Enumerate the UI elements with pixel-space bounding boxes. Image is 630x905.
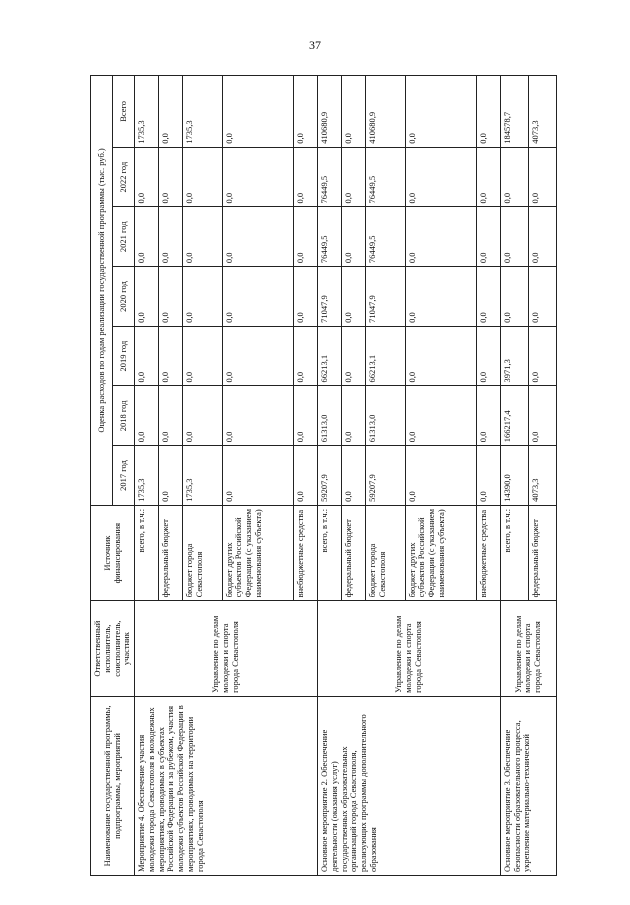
year-value: 76449,5 — [317, 147, 341, 207]
year-value: 0,0 — [476, 267, 500, 327]
funding-source: федеральный бюджет — [341, 505, 365, 601]
year-value: 0,0 — [476, 207, 500, 267]
year-value: 0,0 — [158, 207, 182, 267]
funding-source: бюджет других субъектов Российской Федерации (с указанием наименования субъекта) — [222, 505, 293, 601]
year-value: 76449,5 — [365, 207, 405, 267]
year-value: 0,0 — [341, 326, 365, 386]
year-value: 0,0 — [405, 147, 476, 207]
executor-name: Управление по делам молодежи и спорта города Севастополя — [135, 601, 318, 697]
header-name: Наименование государственной программы, подпрограммы, мероприятий — [91, 696, 135, 875]
total-value: 0,0 — [405, 76, 476, 148]
year-value: 61313,0 — [317, 386, 341, 446]
year-value: 0,0 — [182, 147, 222, 207]
year-value: 0,0 — [341, 446, 365, 506]
year-value: 0,0 — [405, 446, 476, 506]
table-row — [500, 76, 528, 876]
year-value: 59207,9 — [317, 446, 341, 506]
year-value: 0,0 — [294, 207, 318, 267]
year-value: 0,0 — [294, 326, 318, 386]
year-value: 0,0 — [500, 267, 528, 327]
activity-name: Основное мероприятие 2. Обеспечение деятельности (оказания услуг) государственных образовательных организаций города Севастополя, реализующих программы дополнительного образования — [317, 696, 500, 875]
year-value: 0,0 — [182, 386, 222, 446]
year-value: 0,0 — [135, 207, 159, 267]
year-value: 1735,3 — [182, 446, 222, 506]
year-value: 0,0 — [528, 147, 556, 207]
year-value: 0,0 — [500, 147, 528, 207]
year-value: 0,0 — [500, 207, 528, 267]
total-value: 0,0 — [158, 76, 182, 148]
year-value: 0,0 — [405, 267, 476, 327]
year-value: 0,0 — [294, 267, 318, 327]
year-value: 66213,1 — [317, 326, 341, 386]
year-value: 0,0 — [222, 147, 293, 207]
year-value: 1735,3 — [135, 446, 159, 506]
funding-source: федеральный бюджет — [528, 505, 556, 601]
year-value: 0,0 — [405, 326, 476, 386]
table-row — [135, 76, 159, 876]
total-value: 0,0 — [476, 76, 500, 148]
total-value: 0,0 — [294, 76, 318, 148]
header-year: 2017 год — [113, 446, 135, 506]
year-value: 166217,4 — [500, 386, 528, 446]
year-value: 76449,5 — [317, 207, 341, 267]
header-executor: Ответственный исполнитель, соисполнитель, участник — [91, 601, 135, 697]
year-value: 66213,1 — [365, 326, 405, 386]
year-value: 0,0 — [294, 147, 318, 207]
year-value: 0,0 — [158, 267, 182, 327]
header-total: Всего — [113, 76, 135, 148]
year-value: 0,0 — [528, 207, 556, 267]
year-value: 0,0 — [182, 207, 222, 267]
year-value: 0,0 — [222, 207, 293, 267]
year-value: 0,0 — [341, 386, 365, 446]
year-value: 0,0 — [405, 207, 476, 267]
budget-table — [90, 75, 557, 876]
year-value: 0,0 — [182, 326, 222, 386]
year-value: 0,0 — [135, 386, 159, 446]
year-value: 71047,9 — [365, 267, 405, 327]
funding-source: всего, в т.ч.: — [500, 505, 528, 601]
funding-source: всего, в т.ч.: — [317, 505, 341, 601]
year-value: 0,0 — [528, 386, 556, 446]
header-row-1 — [91, 76, 113, 876]
funding-source: федеральный бюджет — [158, 505, 182, 601]
year-value: 0,0 — [158, 446, 182, 506]
year-value: 0,0 — [528, 267, 556, 327]
total-value: 1735,3 — [182, 76, 222, 148]
funding-source: внебюджетные средства — [476, 505, 500, 601]
total-value: 410680,9 — [317, 76, 341, 148]
year-value: 59207,9 — [365, 446, 405, 506]
table-row — [317, 76, 341, 876]
year-value: 0,0 — [476, 326, 500, 386]
year-value: 0,0 — [528, 326, 556, 386]
total-value: 4073,3 — [528, 76, 556, 148]
header-year: 2021 год — [113, 207, 135, 267]
year-value: 0,0 — [158, 326, 182, 386]
table-body — [135, 76, 556, 876]
year-value: 0,0 — [476, 386, 500, 446]
total-value: 1735,3 — [135, 76, 159, 148]
year-value: 0,0 — [341, 207, 365, 267]
total-value: 410680,9 — [365, 76, 405, 148]
year-value: 0,0 — [158, 386, 182, 446]
year-value: 71047,9 — [317, 267, 341, 327]
year-value: 0,0 — [341, 267, 365, 327]
total-value: 0,0 — [341, 76, 365, 148]
funding-source: бюджет других субъектов Российской Федерации (с указанием наименования субъекта) — [405, 505, 476, 601]
header-year: 2020 год — [113, 267, 135, 327]
year-value: 3971,3 — [500, 326, 528, 386]
year-value: 61313,0 — [365, 386, 405, 446]
year-value: 76449,5 — [365, 147, 405, 207]
year-value: 0,0 — [135, 326, 159, 386]
funding-source: бюджет города Севастополя — [365, 505, 405, 601]
year-value: 0,0 — [135, 147, 159, 207]
year-value: 0,0 — [158, 147, 182, 207]
year-value: 0,0 — [222, 386, 293, 446]
activity-name: Мероприятие 4. Обеспечение участия молодежи города Севастополя в молодежных мероприятиях, проводимых в субъектах Российской Федерации и за рубежом, участия молодежи субъектов Российской Федерации в мероприятиях, проводимых на территории города Севастополя — [135, 696, 318, 875]
year-value: 14390,0 — [500, 446, 528, 506]
year-value: 4073,3 — [528, 446, 556, 506]
header-estimate: Оценка расходов по годам реализации государственной программы (тыс. руб.) — [91, 76, 113, 506]
header-year: 2019 год — [113, 326, 135, 386]
funding-source: бюджет города Севастополя — [182, 505, 222, 601]
year-value: 0,0 — [222, 326, 293, 386]
year-value: 0,0 — [222, 267, 293, 327]
year-value: 0,0 — [135, 267, 159, 327]
total-value: 0,0 — [222, 76, 293, 148]
year-value: 0,0 — [476, 147, 500, 207]
year-value: 0,0 — [294, 386, 318, 446]
funding-source: всего, в т.ч.: — [135, 505, 159, 601]
year-value: 0,0 — [294, 446, 318, 506]
budget-table-rotated — [90, 75, 542, 876]
header-year: 2018 год — [113, 386, 135, 446]
year-value: 0,0 — [341, 147, 365, 207]
year-value: 0,0 — [182, 267, 222, 327]
year-value: 0,0 — [405, 386, 476, 446]
funding-source: внебюджетные средства — [294, 505, 318, 601]
year-value: 0,0 — [222, 446, 293, 506]
executor-name: Управление по делам молодежи и спорта города Севастополя — [500, 601, 556, 697]
total-value: 184578,7 — [500, 76, 528, 148]
activity-name: Основное мероприятие 3. Обеспечение безопасности образовательного процесса, укрепление материально-технической — [500, 696, 556, 875]
executor-name: Управление по делам молодежи и спорта города Севастополя — [317, 601, 500, 697]
page-number: 37 — [309, 38, 321, 52]
year-value: 0,0 — [476, 446, 500, 506]
header-year: 2022 год — [113, 147, 135, 207]
header-source: Источник финансирования — [91, 505, 135, 601]
